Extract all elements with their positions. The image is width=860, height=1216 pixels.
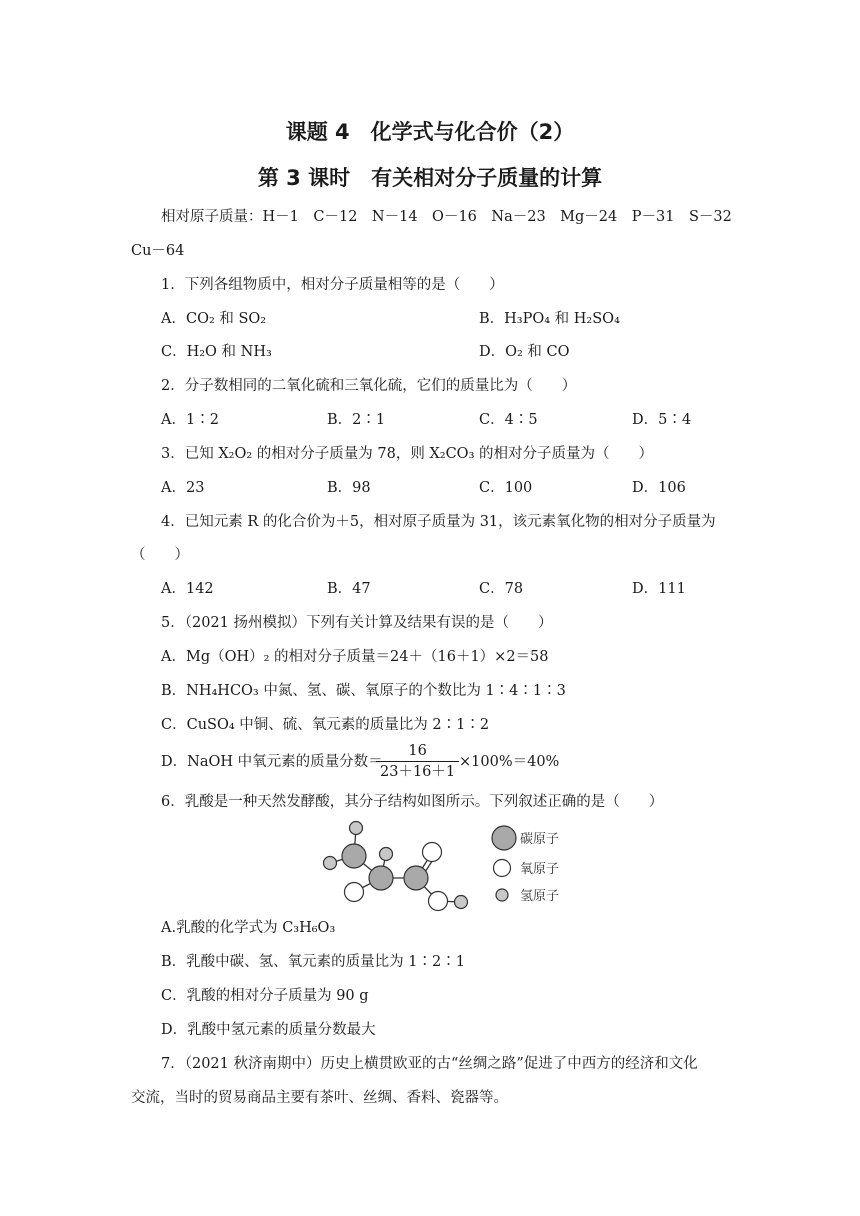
fraction-numerator: 16 — [376, 741, 459, 762]
question-3-option-c[interactable]: C．100 — [479, 480, 533, 496]
molecule-atoms — [324, 822, 468, 911]
question-2-option-a[interactable]: A．1∶2 — [161, 412, 219, 428]
question-5-option-d-suffix: ×100%＝40% — [459, 754, 560, 770]
question-1-stem: 1．下列各组物质中，相对分子质量相等的是（ ） — [161, 277, 504, 293]
question-4-stem-line-2: （ ） — [131, 547, 189, 563]
legend-oxygen-label: 氧原子 — [520, 862, 560, 877]
carbon-atom — [342, 844, 366, 868]
question-1-option-c[interactable]: C．H₂O 和 NH₃ — [161, 344, 272, 360]
fraction-denominator: 23＋16＋1 — [380, 764, 456, 780]
question-5-option-d-prefix[interactable]: D．NaOH 中氧元素的质量分数＝ — [161, 754, 383, 770]
lesson-subtitle: 第 3 课时 有关相对分子质量的计算 — [257, 166, 603, 190]
question-3-stem: 3．已知 X₂O₂ 的相对分子质量为 78，则 X₂CO₃ 的相对分子质量为（ ） — [161, 446, 653, 462]
mass-fraction-formula — [376, 741, 459, 782]
question-6-option-b[interactable]: B．乳酸中碳、氢、氧元素的质量比为 1∶2∶1 — [161, 954, 465, 970]
question-7-line-1: 7．（2021 秋济南期中）历史上横贯欧亚的古“丝绸之路”促进了中西方的经济和文化 — [161, 1056, 698, 1072]
hydrogen-atom — [324, 857, 337, 870]
hydrogen-atom — [380, 848, 393, 861]
question-4-option-d[interactable]: D．111 — [632, 581, 686, 597]
question-4-option-c[interactable]: C．78 — [479, 581, 524, 597]
question-4-option-b[interactable]: B．47 — [327, 581, 371, 597]
legend-hydrogen-label: 氢原子 — [520, 889, 560, 904]
oxygen-atom — [423, 843, 442, 862]
question-1-option-d[interactable]: D．O₂ 和 CO — [479, 344, 570, 360]
legend-carbon-label: 碳原子 — [520, 832, 560, 847]
oxygen-atom — [429, 892, 448, 911]
atomic-mass-line-2: Cu－64 — [131, 243, 185, 259]
question-3-option-a[interactable]: A．23 — [161, 480, 205, 496]
question-3-option-b[interactable]: B．98 — [327, 480, 371, 496]
question-3-option-d[interactable]: D．106 — [632, 480, 686, 496]
oxygen-atom — [345, 883, 364, 902]
lactic-acid-molecule-diagram — [316, 816, 586, 916]
legend-oxygen-swatch — [494, 860, 511, 877]
question-5-option-b[interactable]: B．NH₄HCO₃ 中氮、氢、碳、氧原子的个数比为 1∶4∶1∶3 — [161, 683, 566, 699]
question-6-stem: 6．乳酸是一种天然发酵酸，其分子结构如图所示。下列叙述正确的是（ ） — [161, 794, 664, 810]
question-7-line-2: 交流，当时的贸易商品主要有茶叶、丝绸、香料、瓷器等。 — [131, 1090, 508, 1106]
legend-hydrogen-swatch — [496, 889, 508, 901]
question-6-option-d[interactable]: D．乳酸中氢元素的质量分数最大 — [161, 1022, 376, 1038]
question-4-option-a[interactable]: A．142 — [161, 581, 214, 597]
question-2-stem: 2．分子数相同的二氧化硫和三氧化硫，它们的质量比为（ ） — [161, 378, 577, 394]
question-4-stem-line-1: 4．已知元素 R 的化合价为＋5，相对原子质量为 31，该元素氧化物的相对分子质量为 — [161, 514, 716, 530]
question-1-option-a[interactable]: A．CO₂ 和 SO₂ — [161, 311, 267, 327]
hydrogen-atom — [455, 896, 468, 909]
question-5-stem: 5．（2021 扬州模拟）下列有关计算及结果有误的是（ ） — [161, 615, 553, 631]
question-1-option-b[interactable]: B．H₃PO₄ 和 H₂SO₄ — [479, 311, 620, 327]
question-6-option-c[interactable]: C．乳酸的相对分子质量为 90 g — [161, 988, 369, 1004]
atomic-mass-line-1: 相对原子质量：H－1 C－12 N－14 O－16 Na－23 Mg－24 P－31 S－32 — [161, 209, 732, 225]
legend-carbon-swatch — [492, 826, 516, 850]
carbon-atom — [369, 866, 393, 890]
lesson-title: 课题 4 化学式与化合价（2） — [285, 120, 575, 144]
question-2-option-b[interactable]: B．2∶1 — [327, 412, 386, 428]
molecule-legend — [492, 826, 559, 904]
question-2-option-d[interactable]: D．5∶4 — [632, 412, 692, 428]
question-5-option-a[interactable]: A．Mg（OH）₂ 的相对分子质量＝24＋（16＋1）×2＝58 — [161, 649, 549, 665]
question-2-option-c[interactable]: C．4∶5 — [479, 412, 538, 428]
question-6-option-a[interactable]: A.乳酸的化学式为 C₃H₆O₃ — [161, 920, 336, 936]
question-5-option-c[interactable]: C．CuSO₄ 中铜、硫、氧元素的质量比为 2∶1∶2 — [161, 717, 490, 733]
hydrogen-atom — [350, 822, 363, 835]
carbon-atom — [404, 866, 428, 890]
